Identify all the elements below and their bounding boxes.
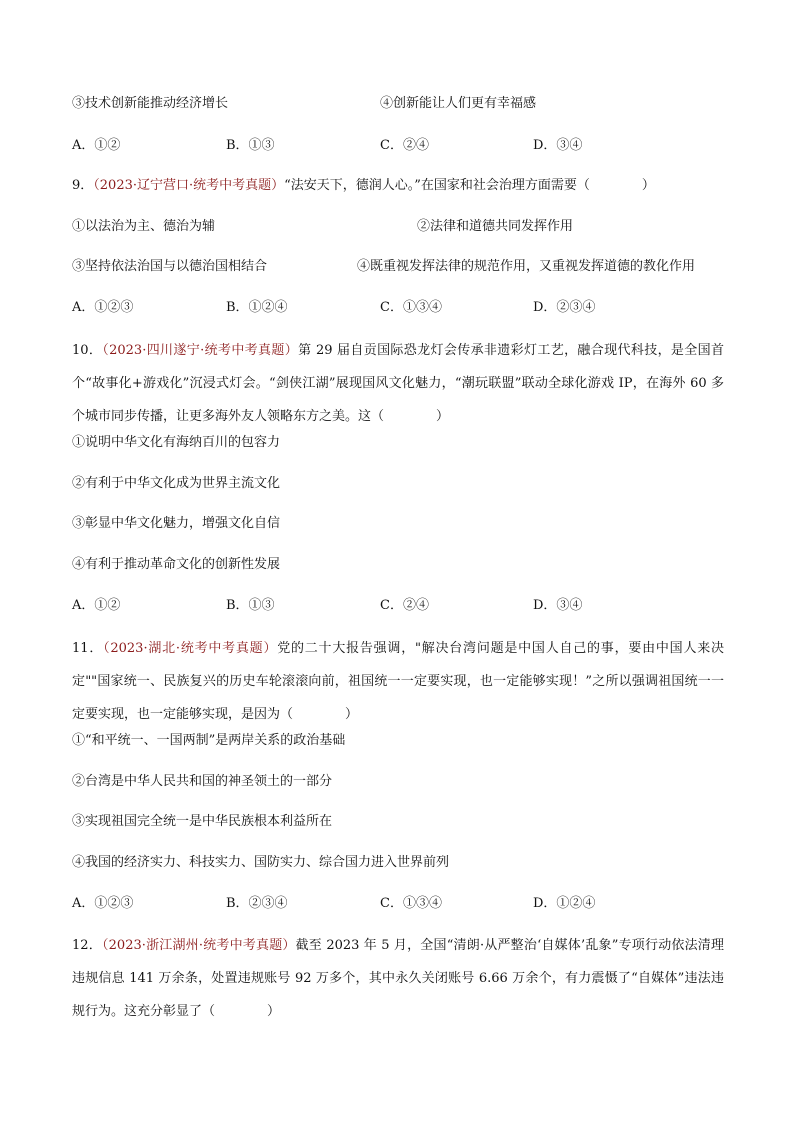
q9-option-4: ④既重视发挥法律的规范作用，又重视发挥道德的教化作用 bbox=[357, 259, 696, 274]
q10-choice-d: D．③④ bbox=[533, 598, 583, 613]
q8-choice-a: A．①② bbox=[72, 138, 121, 153]
q12-number: 12． bbox=[72, 938, 102, 953]
q9-stem bbox=[72, 176, 655, 196]
q8-option-3: ③技术创新能推动经济增长 bbox=[72, 96, 229, 111]
q9-choice-a: A．①②③ bbox=[72, 300, 134, 315]
q12-source: （2023·浙江湖州·统考中考真题） bbox=[101, 938, 296, 953]
q11-option-1: ①“和平统一、一国两制”是两岸关系的政治基础 bbox=[72, 733, 346, 748]
q9-option-3: ③坚持依法治国与以德治国相结合 bbox=[72, 259, 268, 274]
q9-source: （2023·辽宁营口·统考中考真题） bbox=[93, 178, 285, 193]
q11-option-2: ②台湾是中华人民共和国的神圣领土的一部分 bbox=[72, 774, 333, 789]
q9-choice-d: D．②③④ bbox=[533, 300, 596, 315]
q10-option-4: ④有利于推动革命文化的创新性发展 bbox=[72, 557, 281, 572]
q12-stem-text: 截至 2023 年 5 月，全国“清朗·从严整治‘自媒体’乱象”专项行动依法清理违规信息 141 万余条，处置违规账号 92 万多个，其中永久关闭账号 6.66 万余个，有力震慑了“自媒体”违法违规行为。这充分彰显了（ ） bbox=[72, 938, 724, 1019]
q8-choice-c: C．②④ bbox=[380, 138, 429, 153]
q10-choice-b: B．①③ bbox=[226, 598, 275, 613]
q11-stem-text: 党的二十大报告强调，"解决台湾问题是中国人自己的事，要由中国人来决定""国家统一、民族复兴的历史车轮滚滚向前，祖国统一一定要实现，也一定能够实现！”之所以强调祖国统一一定要实现，也一定能够实现，是因为（ ） bbox=[72, 641, 724, 722]
q11-stem bbox=[72, 632, 724, 731]
q11-option-3: ③实现祖国完全统一是中华民族根本利益所在 bbox=[72, 814, 333, 829]
q11-choice-d: D．①②④ bbox=[533, 896, 596, 911]
q8-choice-d: D．③④ bbox=[533, 138, 583, 153]
q11-number: 11． bbox=[72, 641, 104, 656]
q11-choice-a: A．①②③ bbox=[72, 896, 134, 911]
q12-stem bbox=[72, 929, 724, 1028]
q9-stem-text: “法安天下，德润人心。”在国家和社会治理方面需要（ ） bbox=[284, 178, 655, 193]
q11-choice-b: B．②③④ bbox=[226, 896, 288, 911]
q9-choice-c: C．①③④ bbox=[380, 300, 442, 315]
q8-choice-b: B．①③ bbox=[226, 138, 275, 153]
q11-source: （2023·湖北·统考中考真题） bbox=[103, 641, 278, 656]
q10-stem-text: 第 29 届自贡国际恐龙灯会传承非遗彩灯工艺，融合现代科技，是全国首个“故事化+游戏化”沉浸式灯会。“剑侠江湖”展现国风文化魅力，“潮玩联盟”联动全球化游戏 IP，在海外 60 多个城市同步传播，让更多海外友人领略东方之美。这（ ） bbox=[72, 343, 725, 424]
q11-option-4: ④我国的经济实力、科技实力、国防实力、综合国力进入世界前列 bbox=[72, 855, 450, 870]
q9-option-2: ②法律和道德共同发挥作用 bbox=[417, 219, 574, 234]
q9-number: 9． bbox=[72, 178, 94, 193]
q10-choice-a: A．①② bbox=[72, 598, 121, 613]
q11-choice-c: C．①③④ bbox=[380, 896, 442, 911]
q10-choice-c: C．②④ bbox=[380, 598, 429, 613]
q10-stem bbox=[72, 334, 724, 433]
q9-option-1: ①以法治为主、德治为辅 bbox=[72, 219, 216, 234]
q10-option-3: ③彰显中华文化魅力，增强文化自信 bbox=[72, 516, 281, 531]
q9-choice-b: B．①②④ bbox=[226, 300, 288, 315]
q8-option-4: ④创新能让人们更有幸福感 bbox=[380, 96, 537, 111]
q10-option-1: ①说明中华文化有海纳百川的包容力 bbox=[72, 435, 281, 450]
q10-source: （2023·四川遂宁·统考中考真题） bbox=[102, 343, 299, 358]
q10-number: 10． bbox=[72, 343, 103, 358]
q10-option-2: ②有利于中华文化成为世界主流文化 bbox=[72, 476, 281, 491]
